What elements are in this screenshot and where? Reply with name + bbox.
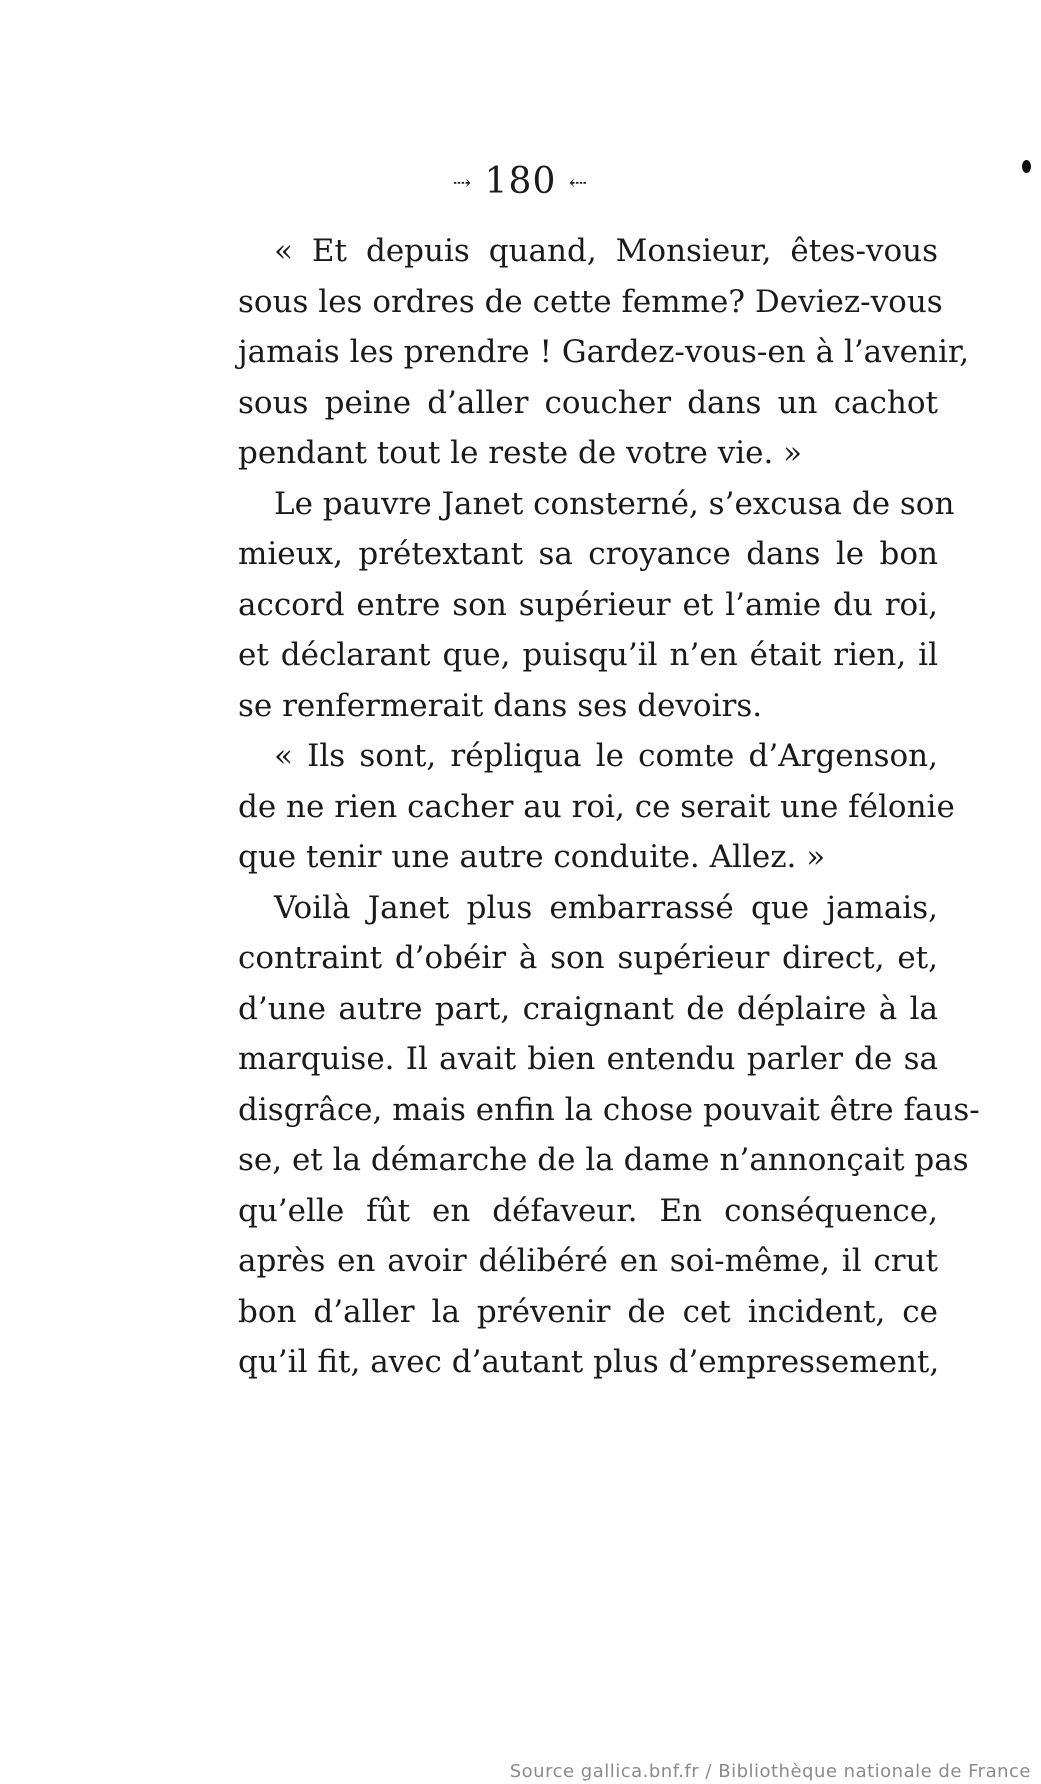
- text-line: qu’elle fût en défaveur. En conséquence,: [238, 1192, 938, 1229]
- page-header: [0, 162, 1041, 204]
- text-line: se, et la démarche de la dame n’annonçait pas: [238, 1142, 969, 1178]
- text-line: mieux, prétextant sa croyance dans le bon: [238, 536, 938, 572]
- text-line: d’une autre part, craignant de déplaire à la: [238, 990, 938, 1027]
- text-line: après en avoir délibéré en soi-même, il crut: [238, 1243, 938, 1279]
- text-line: Le pauvre Janet consterné, s’excusa de son: [274, 485, 955, 522]
- text-line: de ne rien cacher au roi, ce serait une félonie: [238, 788, 955, 825]
- text-line: disgrâce, mais enfin la chose pouvait être faus-: [238, 1091, 980, 1128]
- text-line: se renfermerait dans ses devoirs.: [238, 687, 763, 724]
- text-line: sous les ordres de cette femme? Deviez-vous: [238, 283, 943, 320]
- ink-spot-icon: [1022, 160, 1031, 173]
- text-line: Voilà Janet plus embarrassé que jamais,: [274, 889, 938, 926]
- text-line: qu’il fit, avec d’autant plus d’empressement,: [238, 1344, 940, 1380]
- text-line: bon d’aller la prévenir de cet incident, ce: [238, 1293, 938, 1330]
- text-line: et déclarant que, puisqu’il n’en était rien, il: [238, 637, 938, 673]
- text-line: contraint d’obéir à son supérieur direct, et,: [238, 940, 938, 976]
- ornament-left-icon: ⇢: [452, 171, 473, 196]
- page-number: 180: [484, 161, 557, 202]
- source-credit: Source gallica.bnf.fr / Bibliothèque nationale de France: [509, 1761, 1031, 1782]
- text-line: « Ils sont, répliqua le comte d’Argenson,: [274, 738, 938, 774]
- text-line: pendant tout le reste de votre vie. »: [238, 435, 803, 471]
- text-line: accord entre son supérieur et l’amie du roi,: [238, 586, 938, 623]
- text-line: que tenir une autre conduite. Allez. »: [238, 839, 826, 875]
- text-line: jamais les prendre ! Gardez-vous-en à l’avenir,: [238, 334, 970, 370]
- ornament-right-icon: ⇠: [568, 171, 589, 196]
- text-line: marquise. Il avait bien entendu parler de sa: [238, 1041, 938, 1077]
- text-line: sous peine d’aller coucher dans un cachot: [238, 384, 938, 421]
- body-text: [238, 226, 980, 1388]
- text-line: « Et depuis quand, Monsieur, êtes-vous: [274, 233, 938, 269]
